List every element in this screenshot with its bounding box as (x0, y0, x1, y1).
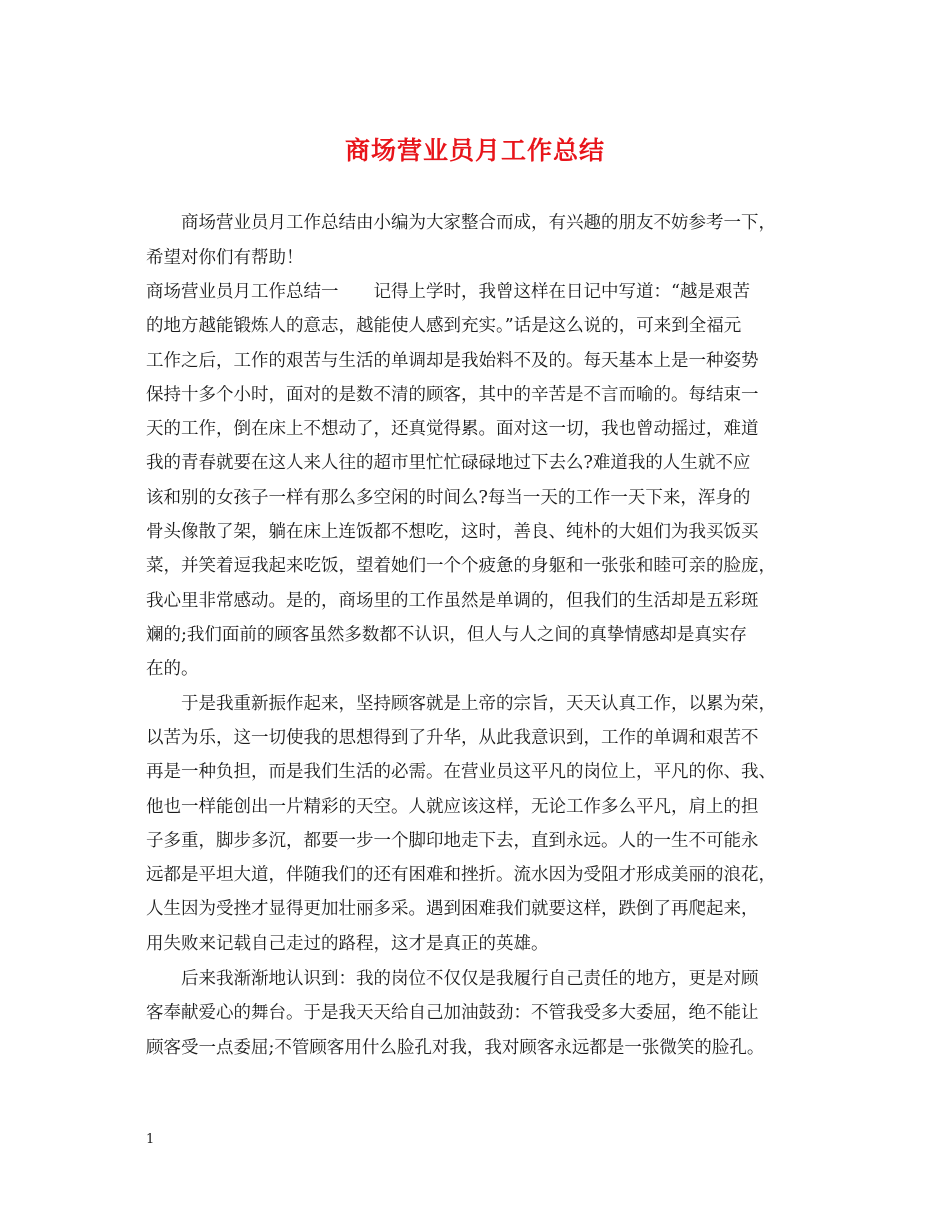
text-line: 我的青春就要在这人来人往的超市里忙忙碌碌地过下去么?难道我的人生就不应 (146, 453, 751, 473)
text-line: 菜，并笑着逗我起来吃饭，望着她们一个个疲惫的身躯和一张张和睦可亲的脸庞， (146, 556, 776, 576)
text-line: 保持十多个小时，面对的是数不清的顾客，其中的辛苦是不言而喻的。每结束一 (146, 385, 759, 405)
text-line: 的地方越能锻炼人的意志，越能使人感到充实。”话是这么说的，可来到全福元 (146, 316, 742, 336)
text-line: 再是一种负担，而是我们生活的必需。在营业员这平凡的岗位上，平凡的你、我、 (146, 762, 776, 782)
text-line: 人生因为受挫才显得更加壮丽多采。遇到困难我们就要这样，跌倒了再爬起来， (146, 899, 759, 919)
text-line: 商场营业员月工作总结一 记得上学时，我曾这样在日记中写道：“越是艰苦 (146, 282, 750, 302)
text-line: 他也一样能创出一片精彩的天空。人就应该这样，无论工作多么平凡，肩上的担 (146, 797, 759, 817)
text-line: 该和别的女孩子一样有那么多空闲的时间么?每当一天的工作一天下来，浑身的 (146, 488, 751, 508)
text-line: 远都是平坦大道，伴随我们的还有困难和挫折。流水因为受阻才形成美丽的浪花， (146, 865, 776, 885)
page-number: 1 (146, 1132, 155, 1147)
text-line: 工作之后，工作的艰苦与生活的单调却是我始料不及的。每天基本上是一种姿势 (146, 351, 759, 371)
text-line: 子多重，脚步多沉，都要一步一个脚印地走下去，直到永远。人的一生不可能永 (146, 831, 759, 851)
text-line: 我心里非常感动。是的，商场里的工作虽然是单调的，但我们的生活却是五彩斑 (146, 591, 759, 611)
text-line: 用失败来记载自己走过的路程，这才是真正的英雄。 (146, 934, 549, 954)
text-line: 后来我渐渐地认识到：我的岗位不仅仅是我履行自己责任的地方，更是对顾 (146, 969, 759, 989)
text-line: 以苦为乐，这一切使我的思想得到了升华，从此我意识到，工作的单调和艰苦不 (146, 728, 759, 748)
text-line: 于是我重新振作起来，坚持顾客就是上帝的宗旨，天天认真工作，以累为荣， (146, 694, 776, 714)
text-line: 在的。 (146, 659, 199, 679)
text-line: 天的工作，倒在床上不想动了，还真觉得累。面对这一切，我也曾动摇过，难道 (146, 419, 759, 439)
text-line: 希望对你们有帮助！ (146, 248, 304, 268)
page-title: 商场营业员月工作总结 (344, 136, 605, 165)
text-line: 骨头像散了架，躺在床上连饭都不想吃，这时，善良、纯朴的大姐们为我买饭买 (146, 522, 759, 542)
text-line: 商场营业员月工作总结由小编为大家整合而成，有兴趣的朋友不妨参考一下， (146, 213, 776, 233)
text-line: 斓的;我们面前的顾客虽然多数都不认识，但人与人之间的真挚情感却是真实存 (146, 625, 747, 645)
text-line: 客奉献爱心的舞台。于是我天天给自己加油鼓劲：不管我受多大委屈，绝不能让 (146, 1003, 759, 1023)
text-line: 顾客受一点委屈;不管顾客用什么脸孔对我，我对顾客永远都是一张微笑的脸孔。 (146, 1038, 765, 1058)
